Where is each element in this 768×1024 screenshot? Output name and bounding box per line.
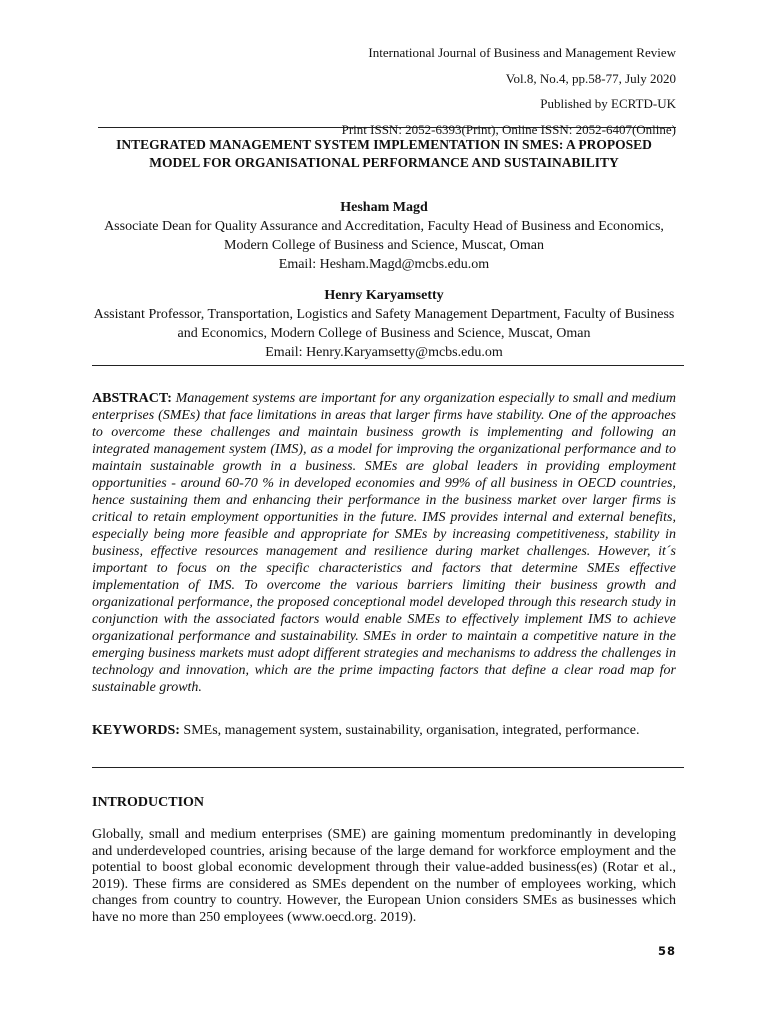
- introduction-paragraph: Globally, small and medium enterprises (SME) are gaining momentum predominantly in developing and underdeveloped countries, arising because of the large demand for workforce employment and the potential to boost global economic development through their value-added business(es) (Rotar et al., 2019). These firms are considered as SMEs dependent on the number of employees working, which changes from country to country. However, the European Union considers SMEs as businesses which have no more than 250 employees (www.oecd.org. 2019).: [92, 827, 676, 925]
- volume-info: Vol.8, No.4, pp.58-77, July 2020: [505, 70, 676, 86]
- divider-top: [92, 365, 684, 366]
- journal-name: International Journal of Business and Management Review: [368, 45, 676, 60]
- author-email: Email: Hesham.Magd@mcbs.edu.om: [278, 257, 490, 272]
- author-name: Henry Karyamsetty: [324, 288, 444, 303]
- keywords: [92, 721, 676, 741]
- page-number: 58: [657, 944, 676, 958]
- author-email: Email: Henry.Karyamsetty@mcbs.edu.om: [265, 345, 503, 360]
- author-block-2: [88, 286, 680, 362]
- abstract: [92, 390, 676, 696]
- author-affiliation: Assistant Professor, Transportation, Logistics and Safety Management Department, Faculty of Business and Economics, Modern College of Business and Science, Muscat, Oman: [93, 307, 675, 341]
- keywords-label: KEYWORDS:: [92, 723, 180, 738]
- abstract-text: Management systems are important for any organization especially to small and medium enterprises (SMEs) that face limitations in areas that larger firms have stability. One of the approaches to overcome these challenges and maintain business growth is implementing and following an integrated management system (IMS), as a model for improving the organizational performance and to maintain sustainable growth in a business. SMEs are global leaders in providing employment opportunities - around 60-70 % in developed economies and 99% of all business in OECD countries, hence sustaining them and enhancing their performance in the business market over larger firms is critical to retain employment opportunities in the future. IMS provides internal and external benefits, especially being more feasible and appropriate for SMEs by increasing competitiveness, stability in business, effective resources management and resilience during market challenges. However, it´s important to focus on the specific characteristics and factors that determine SMEs effective implementation of IMS. To overcome the various barriers limiting their business growth and organizational performance, the proposed conceptional model developed through this research study in conjunction with the associated factors would enable SMEs to effectively implement IMS to achieve organizational performance and sustainability. SMEs in order to maintain a competitive nature in the emerging business markets must adopt different strategies and mechanisms to address the challenges in technology and innovation, which are the prime impacting factors that define a clear road map for sustainable growth.: [92, 391, 676, 695]
- author-name: Hesham Magd: [340, 200, 428, 215]
- divider-bottom: [92, 767, 684, 768]
- author-affiliation: Associate Dean for Quality Assurance and Accreditation, Faculty Head of Business and Economics, Modern College of Business and Science, Muscat, Oman: [104, 219, 664, 253]
- author-block-1: [88, 198, 680, 274]
- section-heading-introduction: INTRODUCTION: [92, 795, 205, 810]
- issn-info: Print ISSN: 2052-6393(Print), Online ISSN: 2052-6407(Online): [341, 121, 676, 137]
- keywords-text: SMEs, management system, sustainability, organisation, integrated, performance.: [183, 723, 640, 738]
- publisher-info: Published by ECRTD-UK: [540, 96, 676, 111]
- header-divider: [98, 127, 676, 128]
- paper-title: INTEGRATED MANAGEMENT SYSTEM IMPLEMENTATION IN SMES: A PROPOSED MODEL FOR ORGANISATIONAL PERFORMANCE AND SUSTAINABILITY: [116, 137, 652, 170]
- abstract-label: ABSTRACT:: [92, 391, 172, 406]
